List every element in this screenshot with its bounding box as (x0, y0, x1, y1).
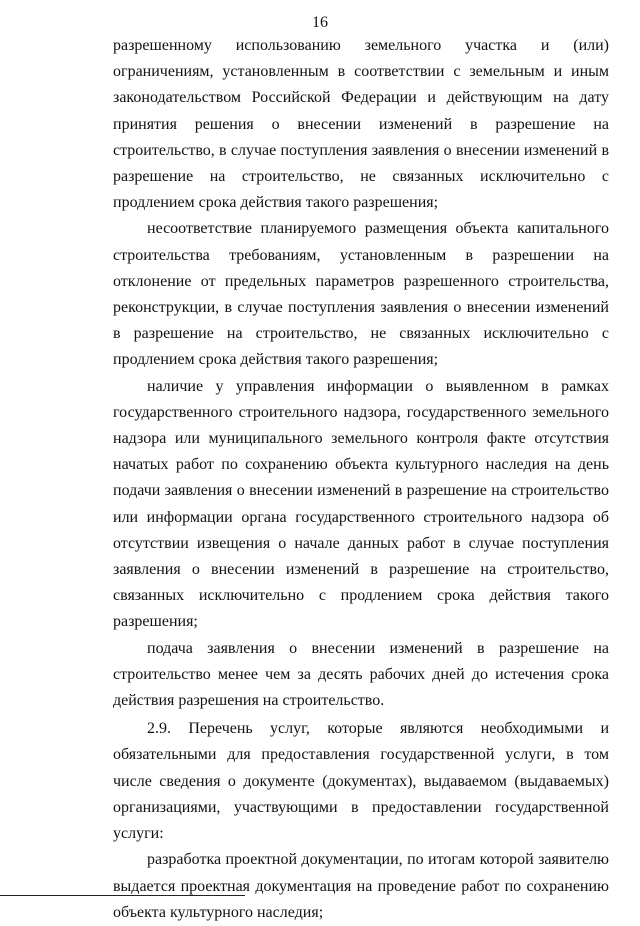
paragraph-land-use-restrictions: разрешенному использованию земельного участка и (или) ограничениям, установленным в соответствии с земельным и иным законодательством Российской Федерации и действующим на дату принятия решения о внесении изменений в разрешение на строительство, в случае поступления заявления о внесении изменений в разрешение на строительство, не связанных исключительно с продлением срока действия такого разрешения; (113, 37, 609, 212)
page-body (113, 33, 609, 926)
paragraph-heritage-works-not-started: наличие у управления информации о выявленном в рамках государственного строительного надзора, государственного земельного надзора или муниципального земельного контроля факте отсутствия начатых работ по сохранению объекта культурного наследия на день подачи заявления о внесении изменений в разрешение на строительство или информации органа государственного строительного надзора об отсутствии извещения о начале данных работ в случае поступления заявления о внесении изменений в разрешение на строительство, связанных исключительно с продлением срока действия такого разрешения; (113, 377, 609, 631)
page-number: 16 (312, 14, 328, 31)
footer-divider (0, 895, 245, 896)
paragraph-late-application: подача заявления о внесении изменений в разрешение на строительство менее чем за десять рабочих дней до истечения срока действия разрешения на строительство. (113, 639, 609, 710)
paragraph-project-documentation: разработка проектной документации, по итогам которой заявителю выдается проектная документация на проведение работ по сохранению объекта культурного наследия; (113, 851, 609, 921)
paragraph-section-2-9: 2.9. Перечень услуг, которые являются необходимыми и обязательными для предоставления государственной услуги, в том числе сведения о документе (документах), выдаваемом (выдаваемых) организациями, участвующими в предоставлении государственной услуги: (113, 720, 609, 843)
paragraph-deviation-permit-mismatch: несоответствие планируемого размещения объекта капитального строительства требованиям, установленным в разрешении на отклонение от предельных параметров разрешенного строительства, реконструкции, в случае поступления заявления о внесении изменений в разрешение на строительство, не связанных исключительно с продлением срока действия такого разрешения; (113, 220, 609, 369)
